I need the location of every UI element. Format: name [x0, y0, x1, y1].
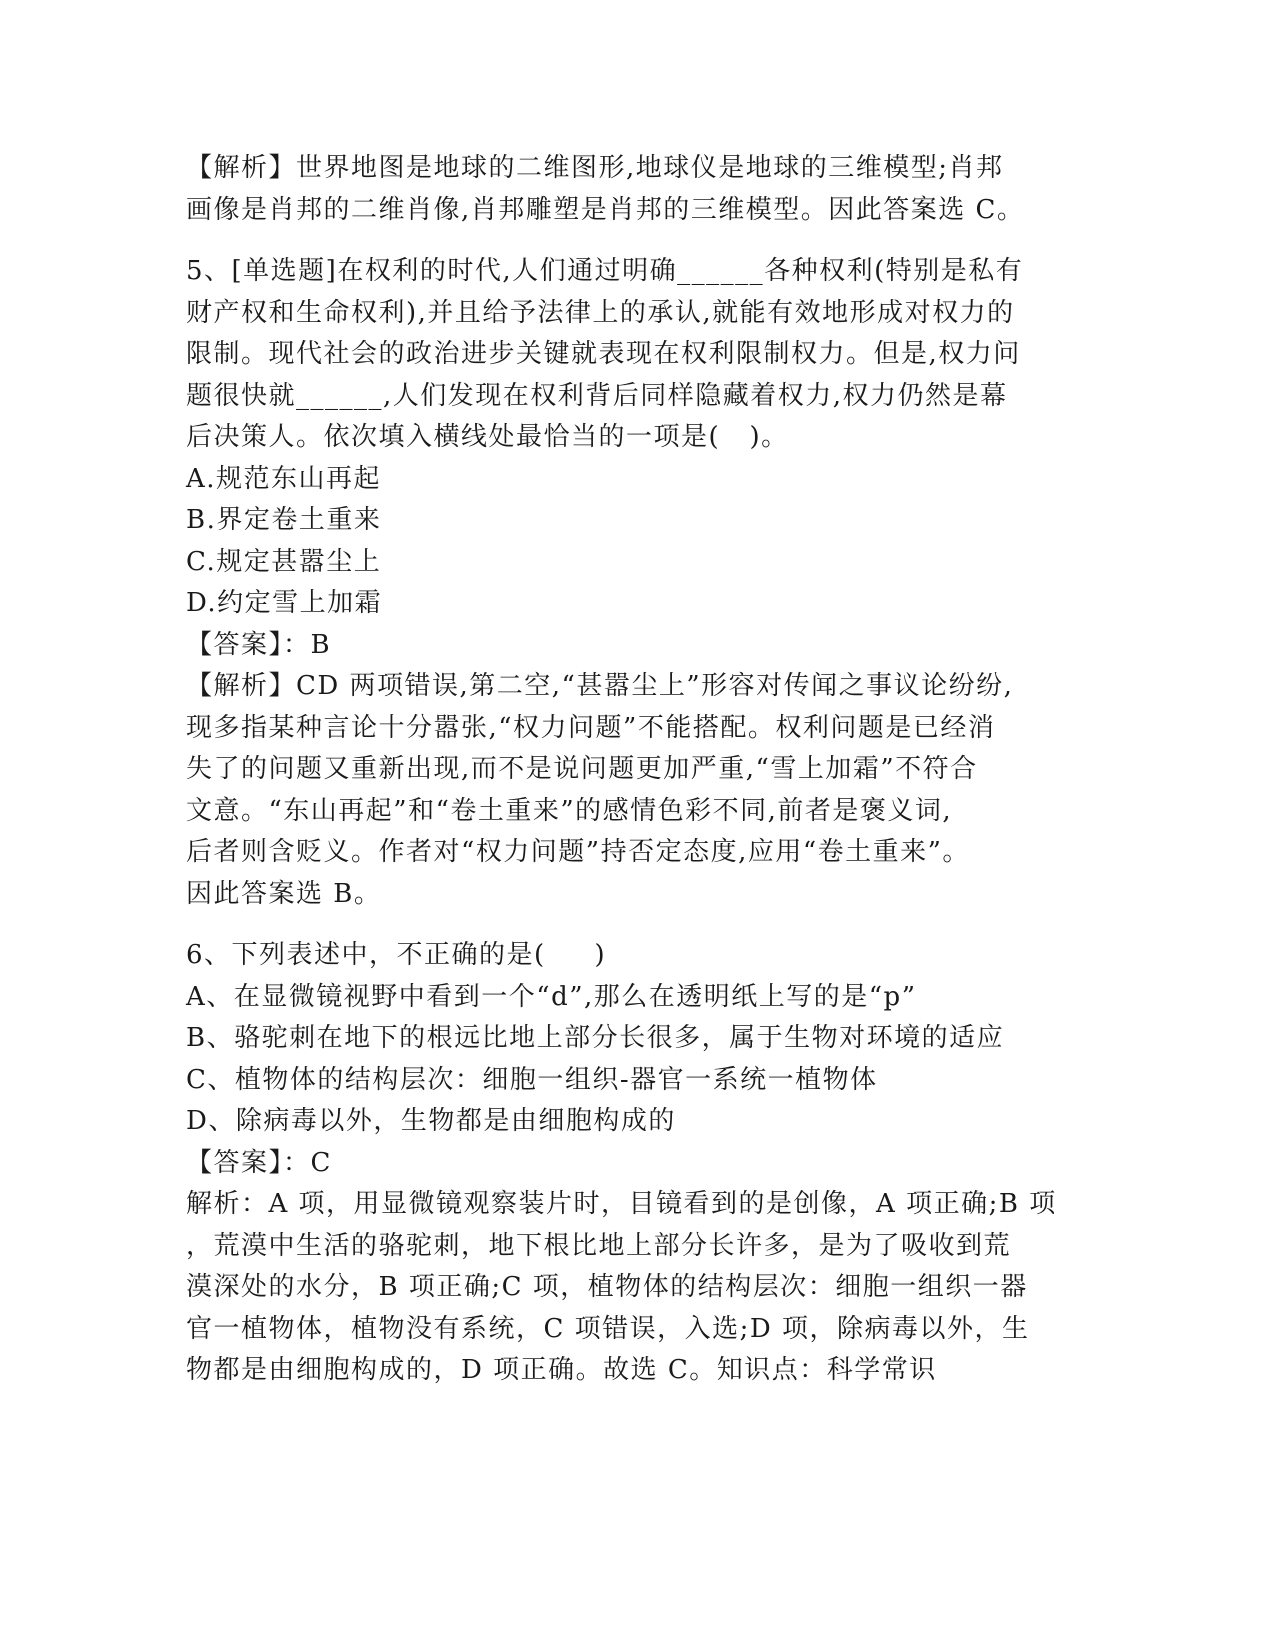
analysis-line: 文意。“东山再起”和“卷土重来”的感情色彩不同,前者是褒义词, [186, 795, 953, 826]
question-stem-line: 限制。现代社会的政治进步关键就表现在权利限制权力。但是,权力问 [186, 339, 1021, 369]
answer-line: 【答案】：C [186, 1147, 332, 1178]
analysis-line: 解析：A 项，用显微镜观察装片时，目镜看到的是创像，A 项正确;B 项 [186, 1189, 1057, 1219]
analysis-line: 官一植物体，植物没有系统，C 项错误，入选;D 项，除病毒以外，生 [186, 1313, 1030, 1344]
option-a: A、在显微镜视野中看到一个“d”,那么在透明纸上写的是“p” [186, 981, 917, 1012]
document-page [186, 148, 1086, 1392]
analysis-line: 现多指某种言论十分嚣张,“权力问题”不能搭配。权利问题是已经消 [186, 712, 996, 743]
option-b: B.界定卷土重来 [186, 505, 382, 535]
analysis-block-q4 [186, 148, 1086, 231]
answer-line: 【答案】：B [186, 629, 332, 660]
question-stem-line: 6、下列表述中，不正确的是( ) [186, 940, 607, 970]
analysis-line: 物都是由细胞构成的，D 项正确。故选 C。知识点：科学常识 [186, 1355, 937, 1385]
option-b: B、骆驼刺在地下的根远比地上部分长很多，属于生物对环境的适应 [186, 1023, 1005, 1053]
question-stem-line: 5、[单选题]在权利的时代,人们通过明确______各种权利(特别是私有 [186, 256, 1024, 286]
option-c: C.规定甚嚣尘上 [186, 546, 382, 577]
question-stem-line: 后决策人。依次填入横线处最恰当的一项是( )。 [186, 422, 789, 452]
option-d: D.约定雪上加霜 [186, 588, 383, 618]
question-stem-line: 财产权和生命权利),并且给予法律上的承认,就能有效地形成对权力的 [186, 297, 1015, 328]
analysis-line: 漠深处的水分，B 项正确;C 项，植物体的结构层次：细胞一组织一器 [186, 1272, 1028, 1302]
question-stem-line: 题很快就______,人们发现在权利背后同样隐藏着权力,权力仍然是幕 [186, 380, 1008, 411]
analysis-line: 【解析】CD 两项错误,第二空,“甚嚣尘上”形容对传闻之事议论纷纷, [186, 671, 1014, 701]
option-a: A.规范东山再起 [186, 463, 382, 494]
analysis-line: 后者则含贬义。作者对“权力问题”持否定态度,应用“卷土重来”。 [186, 837, 970, 867]
analysis-line: ，荒漠中生活的骆驼刺，地下根比地上部分长许多，是为了吸收到荒 [186, 1230, 1012, 1261]
analysis-line: 画像是肖邦的二维肖像,肖邦雕塑是肖邦的三维模型。因此答案选 C。 [186, 194, 1025, 225]
analysis-line: 因此答案选 B。 [186, 878, 382, 909]
option-c: C、植物体的结构层次：细胞一组织-器官一系统一植物体 [186, 1064, 878, 1095]
question-6 [186, 935, 1086, 1392]
analysis-line: 【解析】世界地图是地球的二维图形,地球仪是地球的三维模型;肖邦 [186, 153, 1004, 183]
option-d: D、除病毒以外，生物都是由细胞构成的 [186, 1106, 676, 1136]
analysis-line: 失了的问题又重新出现,而不是说问题更加严重,“雪上加霜”不符合 [186, 754, 978, 784]
question-5 [186, 251, 1086, 915]
